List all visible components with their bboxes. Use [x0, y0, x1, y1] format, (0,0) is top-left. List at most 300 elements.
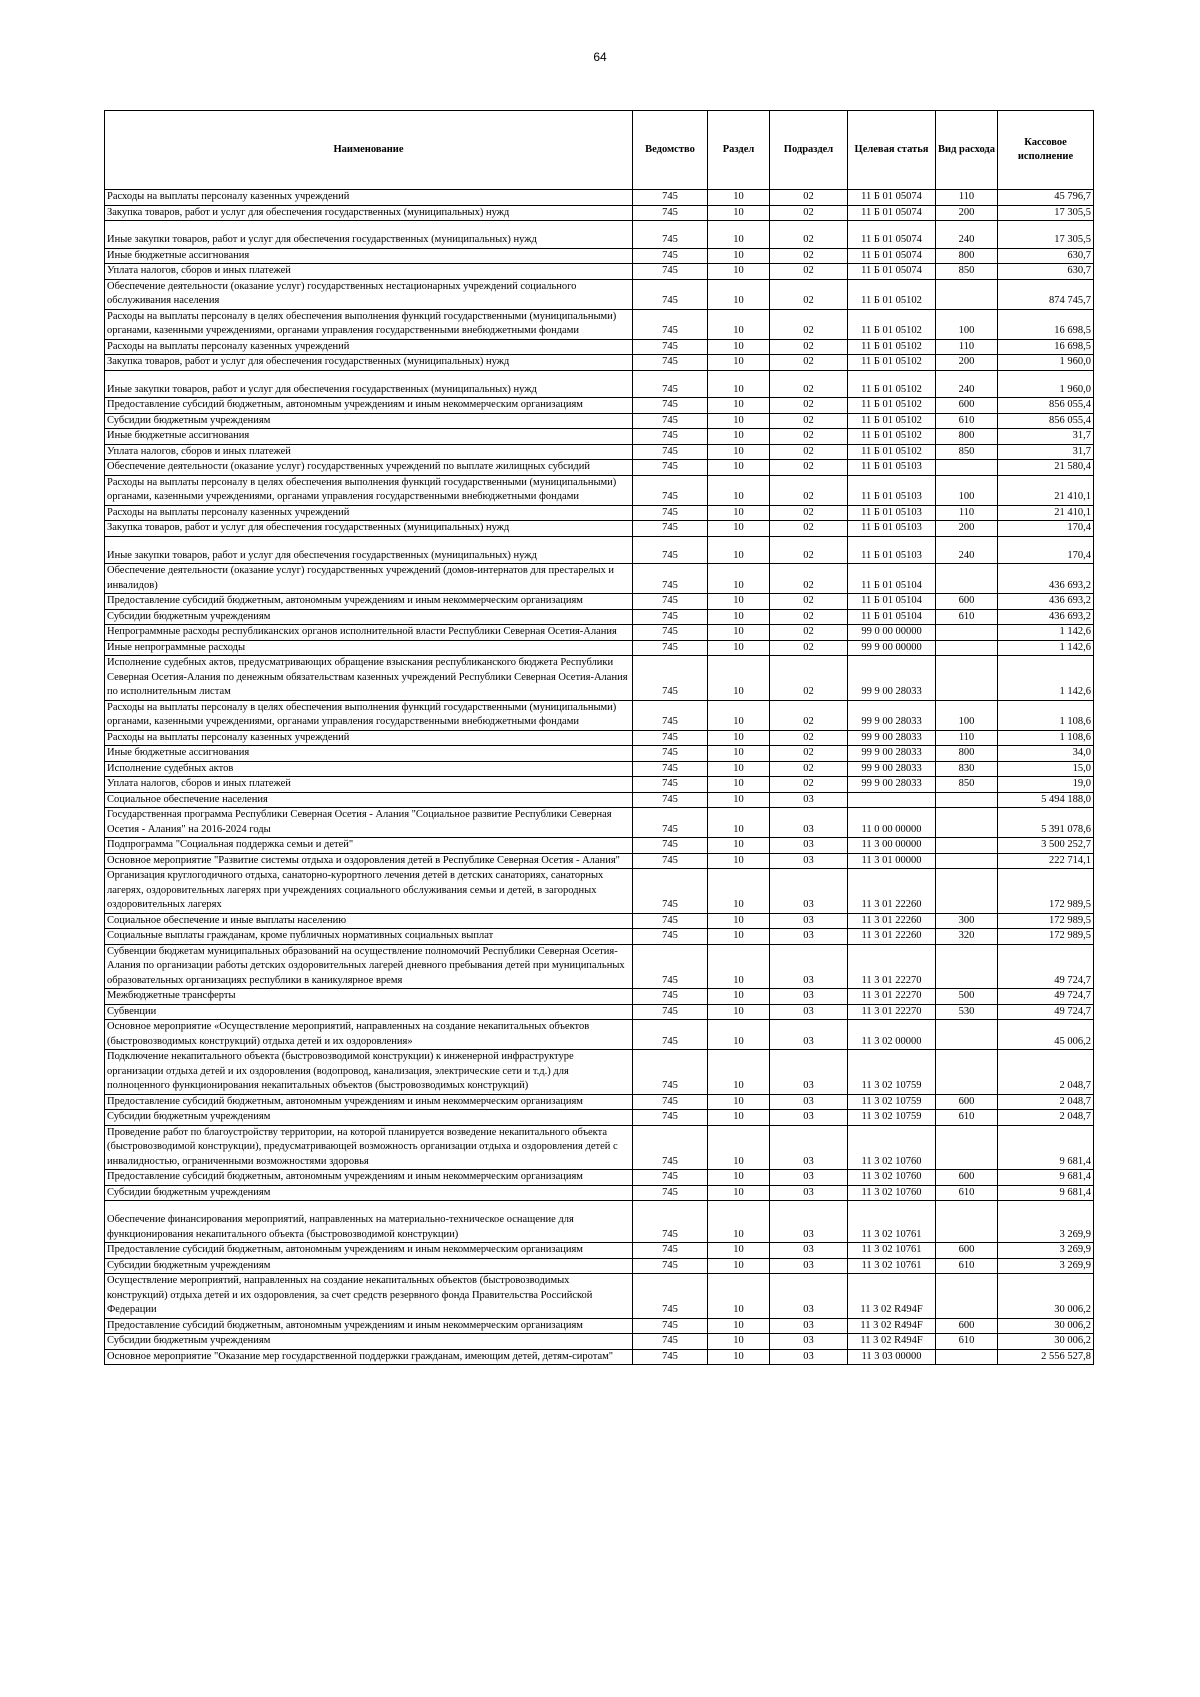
table-row: [105, 1004, 1094, 1020]
row-cash-execution: 21 580,4: [998, 460, 1094, 476]
table-row: [105, 190, 1094, 206]
row-expense-type: [936, 853, 998, 869]
row-name: Субсидии бюджетным учреждениям: [105, 413, 633, 429]
row-department: 745: [633, 1004, 708, 1020]
row-subsection: 02: [770, 190, 848, 206]
row-subsection: 03: [770, 1243, 848, 1259]
row-expense-type: 100: [936, 309, 998, 339]
row-subsection: 03: [770, 792, 848, 808]
row-expense-type: [936, 564, 998, 594]
row-section: 10: [708, 838, 770, 854]
row-section: 10: [708, 808, 770, 838]
row-target-article: 11 Б 01 05103: [848, 505, 936, 521]
row-name: Предоставление субсидий бюджетным, автономным учреждениям и иным некоммерческим организациям: [105, 1318, 633, 1334]
row-name: Предоставление субсидий бюджетным, автономным учреждениям и иным некоммерческим организациям: [105, 594, 633, 610]
table-row: [105, 460, 1094, 476]
row-cash-execution: 17 305,5: [998, 221, 1094, 249]
row-cash-execution: 34,0: [998, 746, 1094, 762]
budget-table: [104, 110, 1094, 1365]
row-name: Расходы на выплаты персоналу казенных учреждений: [105, 339, 633, 355]
row-section: 10: [708, 1243, 770, 1259]
header-department: Ведомство: [633, 111, 708, 190]
row-name: Обеспечение деятельности (оказание услуг) государственных учреждений (домов-интернатов для престарелых и инвалидов): [105, 564, 633, 594]
row-section: 10: [708, 309, 770, 339]
row-cash-execution: 1 108,6: [998, 700, 1094, 730]
row-section: 10: [708, 339, 770, 355]
row-section: 10: [708, 944, 770, 989]
row-section: 10: [708, 700, 770, 730]
table-row: [105, 536, 1094, 564]
table-row: [105, 792, 1094, 808]
row-section: 10: [708, 536, 770, 564]
row-subsection: 03: [770, 1318, 848, 1334]
row-target-article: 11 Б 01 05104: [848, 609, 936, 625]
header-cash-execution: Кассовое исполнение: [998, 111, 1094, 190]
row-expense-type: 320: [936, 929, 998, 945]
row-expense-type: 830: [936, 761, 998, 777]
row-cash-execution: 30 006,2: [998, 1334, 1094, 1350]
row-cash-execution: 1 142,6: [998, 656, 1094, 701]
row-target-article: 99 9 00 28033: [848, 730, 936, 746]
row-expense-type: [936, 625, 998, 641]
row-target-article: [848, 792, 936, 808]
row-subsection: 02: [770, 475, 848, 505]
header-section: Раздел: [708, 111, 770, 190]
row-subsection: 03: [770, 1020, 848, 1050]
table-row: [105, 838, 1094, 854]
row-department: 745: [633, 777, 708, 793]
row-section: 10: [708, 521, 770, 537]
row-cash-execution: 30 006,2: [998, 1318, 1094, 1334]
row-subsection: 03: [770, 1258, 848, 1274]
row-name: Предоставление субсидий бюджетным, автономным учреждениям и иным некоммерческим организациям: [105, 1170, 633, 1186]
table-row: [105, 1094, 1094, 1110]
row-department: 745: [633, 309, 708, 339]
row-department: 745: [633, 1170, 708, 1186]
row-name: Уплата налогов, сборов и иных платежей: [105, 264, 633, 280]
row-cash-execution: 170,4: [998, 521, 1094, 537]
row-subsection: 02: [770, 625, 848, 641]
row-section: 10: [708, 1349, 770, 1365]
row-subsection: 03: [770, 944, 848, 989]
row-expense-type: [936, 1050, 998, 1095]
row-section: 10: [708, 1274, 770, 1319]
row-expense-type: 610: [936, 1334, 998, 1350]
row-department: 745: [633, 279, 708, 309]
row-name: Подключение некапитального объекта (быстровозводимой конструкции) к инженерной инфраструктуре организации отдыха детей и их оздоровления (водопровод, канализация, электрические сети и т.д.) для полноценного функционирования некапитальных объектов (быстровозводимых конструкций): [105, 1050, 633, 1095]
row-department: 745: [633, 1334, 708, 1350]
table-body: [105, 190, 1094, 1365]
row-cash-execution: 436 693,2: [998, 594, 1094, 610]
row-department: 745: [633, 700, 708, 730]
row-section: 10: [708, 761, 770, 777]
row-expense-type: [936, 792, 998, 808]
row-cash-execution: 1 960,0: [998, 355, 1094, 371]
row-section: 10: [708, 248, 770, 264]
row-name: Исполнение судебных актов: [105, 761, 633, 777]
row-name: Субсидии бюджетным учреждениям: [105, 1258, 633, 1274]
row-expense-type: 600: [936, 1094, 998, 1110]
row-target-article: 11 3 01 22260: [848, 929, 936, 945]
row-section: 10: [708, 777, 770, 793]
header-target-article: Целевая статья: [848, 111, 936, 190]
row-name: Расходы на выплаты персоналу казенных учреждений: [105, 505, 633, 521]
table-row: [105, 205, 1094, 221]
row-expense-type: 110: [936, 505, 998, 521]
row-name: Уплата налогов, сборов и иных платежей: [105, 444, 633, 460]
row-target-article: 11 0 00 00000: [848, 808, 936, 838]
row-subsection: 02: [770, 564, 848, 594]
row-target-article: 11 Б 01 05074: [848, 190, 936, 206]
row-cash-execution: 222 714,1: [998, 853, 1094, 869]
row-cash-execution: 2 048,7: [998, 1094, 1094, 1110]
row-target-article: 99 9 00 28033: [848, 656, 936, 701]
row-department: 745: [633, 1110, 708, 1126]
row-subsection: 03: [770, 929, 848, 945]
row-department: 745: [633, 536, 708, 564]
table-row: [105, 730, 1094, 746]
row-expense-type: [936, 1020, 998, 1050]
row-expense-type: [936, 1125, 998, 1170]
row-expense-type: 200: [936, 521, 998, 537]
row-subsection: 03: [770, 1334, 848, 1350]
row-section: 10: [708, 564, 770, 594]
table-row: [105, 1349, 1094, 1365]
row-cash-execution: 49 724,7: [998, 1004, 1094, 1020]
row-cash-execution: 49 724,7: [998, 944, 1094, 989]
row-subsection: 03: [770, 808, 848, 838]
row-target-article: 11 3 01 00000: [848, 853, 936, 869]
row-expense-type: 200: [936, 205, 998, 221]
row-target-article: 99 0 00 00000: [848, 625, 936, 641]
row-cash-execution: 3 269,9: [998, 1201, 1094, 1243]
row-subsection: 02: [770, 309, 848, 339]
table-row: [105, 413, 1094, 429]
row-department: 745: [633, 853, 708, 869]
row-section: 10: [708, 444, 770, 460]
table-row: [105, 505, 1094, 521]
table-row: [105, 1170, 1094, 1186]
row-name: Расходы на выплаты персоналу в целях обеспечения выполнения функций государственными (муниципальными) органами, казенными учреждениями, органами управления государственными внебюджетными фондами: [105, 700, 633, 730]
row-target-article: 11 Б 01 05103: [848, 475, 936, 505]
row-cash-execution: 856 055,4: [998, 413, 1094, 429]
row-cash-execution: 630,7: [998, 248, 1094, 264]
row-name: Социальное обеспечение населения: [105, 792, 633, 808]
row-name: Социальное обеспечение и иные выплаты населению: [105, 913, 633, 929]
row-department: 745: [633, 1318, 708, 1334]
row-name: Иные бюджетные ассигнования: [105, 429, 633, 445]
row-expense-type: 800: [936, 746, 998, 762]
row-cash-execution: 1 142,6: [998, 625, 1094, 641]
row-section: 10: [708, 869, 770, 914]
row-department: 745: [633, 625, 708, 641]
row-subsection: 02: [770, 444, 848, 460]
row-section: 10: [708, 221, 770, 249]
row-name: Субсидии бюджетным учреждениям: [105, 1110, 633, 1126]
row-name: Иные бюджетные ассигнования: [105, 248, 633, 264]
row-cash-execution: 2 048,7: [998, 1050, 1094, 1095]
row-expense-type: 600: [936, 1243, 998, 1259]
table-row: [105, 398, 1094, 414]
row-cash-execution: 172 989,5: [998, 913, 1094, 929]
row-expense-type: 850: [936, 777, 998, 793]
row-section: 10: [708, 656, 770, 701]
row-department: 745: [633, 913, 708, 929]
table-row: [105, 656, 1094, 701]
row-target-article: 99 9 00 00000: [848, 640, 936, 656]
row-target-article: 11 3 01 22260: [848, 913, 936, 929]
row-target-article: 11 3 02 10760: [848, 1125, 936, 1170]
table-row: [105, 475, 1094, 505]
table-row: [105, 355, 1094, 371]
row-target-article: 11 Б 01 05074: [848, 205, 936, 221]
table-row: [105, 1050, 1094, 1095]
table-row: [105, 609, 1094, 625]
table-row: [105, 1334, 1094, 1350]
row-cash-execution: 170,4: [998, 536, 1094, 564]
table-row: [105, 444, 1094, 460]
row-target-article: 11 3 02 10761: [848, 1243, 936, 1259]
row-department: 745: [633, 1185, 708, 1201]
row-name: Предоставление субсидий бюджетным, автономным учреждениям и иным некоммерческим организациям: [105, 1094, 633, 1110]
row-section: 10: [708, 205, 770, 221]
row-department: 745: [633, 444, 708, 460]
row-section: 10: [708, 625, 770, 641]
row-target-article: 11 3 02 10759: [848, 1110, 936, 1126]
row-expense-type: 600: [936, 398, 998, 414]
row-section: 10: [708, 746, 770, 762]
row-target-article: 11 3 02 10760: [848, 1170, 936, 1186]
row-department: 745: [633, 221, 708, 249]
row-expense-type: [936, 640, 998, 656]
row-department: 745: [633, 1243, 708, 1259]
row-expense-type: 600: [936, 1170, 998, 1186]
table-row: [105, 339, 1094, 355]
row-department: 745: [633, 475, 708, 505]
table-row: [105, 929, 1094, 945]
table-row: [105, 944, 1094, 989]
row-name: Иные закупки товаров, работ и услуг для обеспечения государственных (муниципальных) нужд: [105, 370, 633, 398]
row-department: 745: [633, 656, 708, 701]
row-target-article: 11 3 02 10760: [848, 1185, 936, 1201]
row-target-article: 11 Б 01 05102: [848, 413, 936, 429]
row-cash-execution: 19,0: [998, 777, 1094, 793]
row-cash-execution: 3 500 252,7: [998, 838, 1094, 854]
row-section: 10: [708, 1094, 770, 1110]
row-cash-execution: 172 989,5: [998, 869, 1094, 914]
row-subsection: 02: [770, 700, 848, 730]
row-section: 10: [708, 1334, 770, 1350]
row-cash-execution: 3 269,9: [998, 1258, 1094, 1274]
row-target-article: 99 9 00 28033: [848, 746, 936, 762]
row-target-article: 11 3 02 10759: [848, 1050, 936, 1095]
row-cash-execution: 1 142,6: [998, 640, 1094, 656]
row-subsection: 03: [770, 1185, 848, 1201]
row-target-article: 99 9 00 28033: [848, 777, 936, 793]
row-name: Основное мероприятие "Развитие системы отдыха и оздоровления детей в Республике Северная Осетия - Алания": [105, 853, 633, 869]
row-target-article: 11 3 02 R494F: [848, 1318, 936, 1334]
row-target-article: 11 Б 01 05102: [848, 339, 936, 355]
row-expense-type: 600: [936, 1318, 998, 1334]
row-target-article: 11 3 02 10761: [848, 1258, 936, 1274]
row-subsection: 03: [770, 1125, 848, 1170]
table-row: [105, 746, 1094, 762]
row-name: Межбюджетные трансферты: [105, 989, 633, 1005]
row-target-article: 11 Б 01 05102: [848, 429, 936, 445]
row-department: 745: [633, 1050, 708, 1095]
row-name: Осуществление мероприятий, направленных на создание некапитальных объектов (быстровозводимых конструкций) отдыха детей и их оздоровления, за счет средств резервного фонда Правительства Российской Федерации: [105, 1274, 633, 1319]
row-name: Субсидии бюджетным учреждениям: [105, 609, 633, 625]
row-department: 745: [633, 460, 708, 476]
table-row: [105, 1020, 1094, 1050]
row-name: Обеспечение финансирования мероприятий, направленных на материально-техническое оснащение для функционирования некапитального объекта (быстровозводимой конструкции): [105, 1201, 633, 1243]
row-name: Закупка товаров, работ и услуг для обеспечения государственных (муниципальных) нужд: [105, 355, 633, 371]
header-expense-type: Вид расхода: [936, 111, 998, 190]
table-row: [105, 853, 1094, 869]
row-target-article: 11 Б 01 05102: [848, 355, 936, 371]
row-expense-type: 850: [936, 444, 998, 460]
row-name: Иные бюджетные ассигнования: [105, 746, 633, 762]
row-section: 10: [708, 1318, 770, 1334]
row-expense-type: [936, 838, 998, 854]
row-cash-execution: 15,0: [998, 761, 1094, 777]
table-row: [105, 564, 1094, 594]
row-subsection: 02: [770, 248, 848, 264]
table-row: [105, 309, 1094, 339]
row-subsection: 02: [770, 505, 848, 521]
row-section: 10: [708, 370, 770, 398]
row-name: Организация круглогодичного отдыха, санаторно-курортного лечения детей в детских санаториях, санаторных лагерях, оздоровительных лагерях при учреждениях социального обслуживания семьи и детей, в загородных оздоровительных лагерях: [105, 869, 633, 914]
row-target-article: 11 3 00 00000: [848, 838, 936, 854]
row-department: 745: [633, 370, 708, 398]
row-subsection: 03: [770, 1050, 848, 1095]
row-cash-execution: 2 048,7: [998, 1110, 1094, 1126]
row-cash-execution: 172 989,5: [998, 929, 1094, 945]
row-department: 745: [633, 808, 708, 838]
row-department: 745: [633, 1125, 708, 1170]
row-name: Субвенции бюджетам муниципальных образований на осуществление полномочий Республики Северная Осетия-Алания по организации работы детских оздоровительных лагерей дневного пребывания детей при муниципальных образовательных организациях республики в каникулярное время: [105, 944, 633, 989]
row-cash-execution: 9 681,4: [998, 1125, 1094, 1170]
row-department: 745: [633, 339, 708, 355]
row-section: 10: [708, 398, 770, 414]
row-section: 10: [708, 853, 770, 869]
row-subsection: 02: [770, 413, 848, 429]
row-name: Основное мероприятие «Осуществление мероприятий, направленных на создание некапитальных объектов (быстровозводимых конструкций) отдыха детей и их оздоровления»: [105, 1020, 633, 1050]
row-subsection: 02: [770, 429, 848, 445]
row-target-article: 11 Б 01 05102: [848, 398, 936, 414]
row-department: 745: [633, 564, 708, 594]
row-department: 745: [633, 205, 708, 221]
row-name: Расходы на выплаты персоналу казенных учреждений: [105, 730, 633, 746]
row-name: Иные закупки товаров, работ и услуг для обеспечения государственных (муниципальных) нужд: [105, 221, 633, 249]
row-subsection: 03: [770, 1094, 848, 1110]
row-cash-execution: 31,7: [998, 444, 1094, 460]
table-row: [105, 625, 1094, 641]
row-expense-type: 500: [936, 989, 998, 1005]
table-row: [105, 869, 1094, 914]
row-subsection: 02: [770, 205, 848, 221]
row-expense-type: [936, 279, 998, 309]
row-cash-execution: 49 724,7: [998, 989, 1094, 1005]
row-section: 10: [708, 929, 770, 945]
row-department: 745: [633, 761, 708, 777]
row-name: Уплата налогов, сборов и иных платежей: [105, 777, 633, 793]
row-department: 745: [633, 1020, 708, 1050]
row-target-article: 11 Б 01 05104: [848, 564, 936, 594]
table-row: [105, 700, 1094, 730]
row-section: 10: [708, 413, 770, 429]
row-expense-type: 610: [936, 1185, 998, 1201]
row-expense-type: 240: [936, 370, 998, 398]
row-expense-type: 850: [936, 264, 998, 280]
row-name: Закупка товаров, работ и услуг для обеспечения государственных (муниципальных) нужд: [105, 205, 633, 221]
row-cash-execution: 21 410,1: [998, 505, 1094, 521]
row-name: Обеспечение деятельности (оказание услуг) государственных учреждений по выплате жилищных субсидий: [105, 460, 633, 476]
row-expense-type: [936, 808, 998, 838]
row-section: 10: [708, 1110, 770, 1126]
table-row: [105, 808, 1094, 838]
row-cash-execution: 2 556 527,8: [998, 1349, 1094, 1365]
row-target-article: 11 3 03 00000: [848, 1349, 936, 1365]
row-department: 745: [633, 413, 708, 429]
row-expense-type: 110: [936, 339, 998, 355]
table-row: [105, 521, 1094, 537]
row-department: 745: [633, 929, 708, 945]
row-subsection: 02: [770, 640, 848, 656]
row-section: 10: [708, 609, 770, 625]
row-section: 10: [708, 264, 770, 280]
row-section: 10: [708, 1004, 770, 1020]
row-subsection: 02: [770, 761, 848, 777]
row-section: 10: [708, 913, 770, 929]
row-target-article: 11 Б 01 05104: [848, 594, 936, 610]
row-section: 10: [708, 989, 770, 1005]
row-name: Иные закупки товаров, работ и услуг для обеспечения государственных (муниципальных) нужд: [105, 536, 633, 564]
row-name: Подпрограмма "Социальная поддержка семьи и детей": [105, 838, 633, 854]
row-subsection: 03: [770, 853, 848, 869]
row-expense-type: 240: [936, 536, 998, 564]
row-name: Расходы на выплаты персоналу казенных учреждений: [105, 190, 633, 206]
row-section: 10: [708, 640, 770, 656]
header-name: Наименование: [105, 111, 633, 190]
row-subsection: 02: [770, 355, 848, 371]
row-cash-execution: 5 391 078,6: [998, 808, 1094, 838]
row-department: 745: [633, 944, 708, 989]
row-target-article: 11 3 02 10759: [848, 1094, 936, 1110]
row-cash-execution: 45 006,2: [998, 1020, 1094, 1050]
page-number: 64: [593, 50, 607, 64]
row-expense-type: [936, 944, 998, 989]
row-section: 10: [708, 1170, 770, 1186]
row-section: 10: [708, 1201, 770, 1243]
row-cash-execution: 436 693,2: [998, 609, 1094, 625]
table-row: [105, 1318, 1094, 1334]
row-cash-execution: 5 494 188,0: [998, 792, 1094, 808]
row-name: Непрограммные расходы республиканских органов исполнительной власти Республики Северная Осетия-Алания: [105, 625, 633, 641]
table-row: [105, 913, 1094, 929]
row-department: 745: [633, 264, 708, 280]
row-subsection: 03: [770, 1170, 848, 1186]
row-department: 745: [633, 1201, 708, 1243]
row-subsection: 03: [770, 838, 848, 854]
row-department: 745: [633, 838, 708, 854]
row-cash-execution: 1 960,0: [998, 370, 1094, 398]
row-target-article: 11 3 01 22270: [848, 1004, 936, 1020]
row-target-article: 11 Б 01 05074: [848, 248, 936, 264]
row-expense-type: 100: [936, 475, 998, 505]
row-target-article: 11 Б 01 05102: [848, 444, 936, 460]
row-name: Закупка товаров, работ и услуг для обеспечения государственных (муниципальных) нужд: [105, 521, 633, 537]
